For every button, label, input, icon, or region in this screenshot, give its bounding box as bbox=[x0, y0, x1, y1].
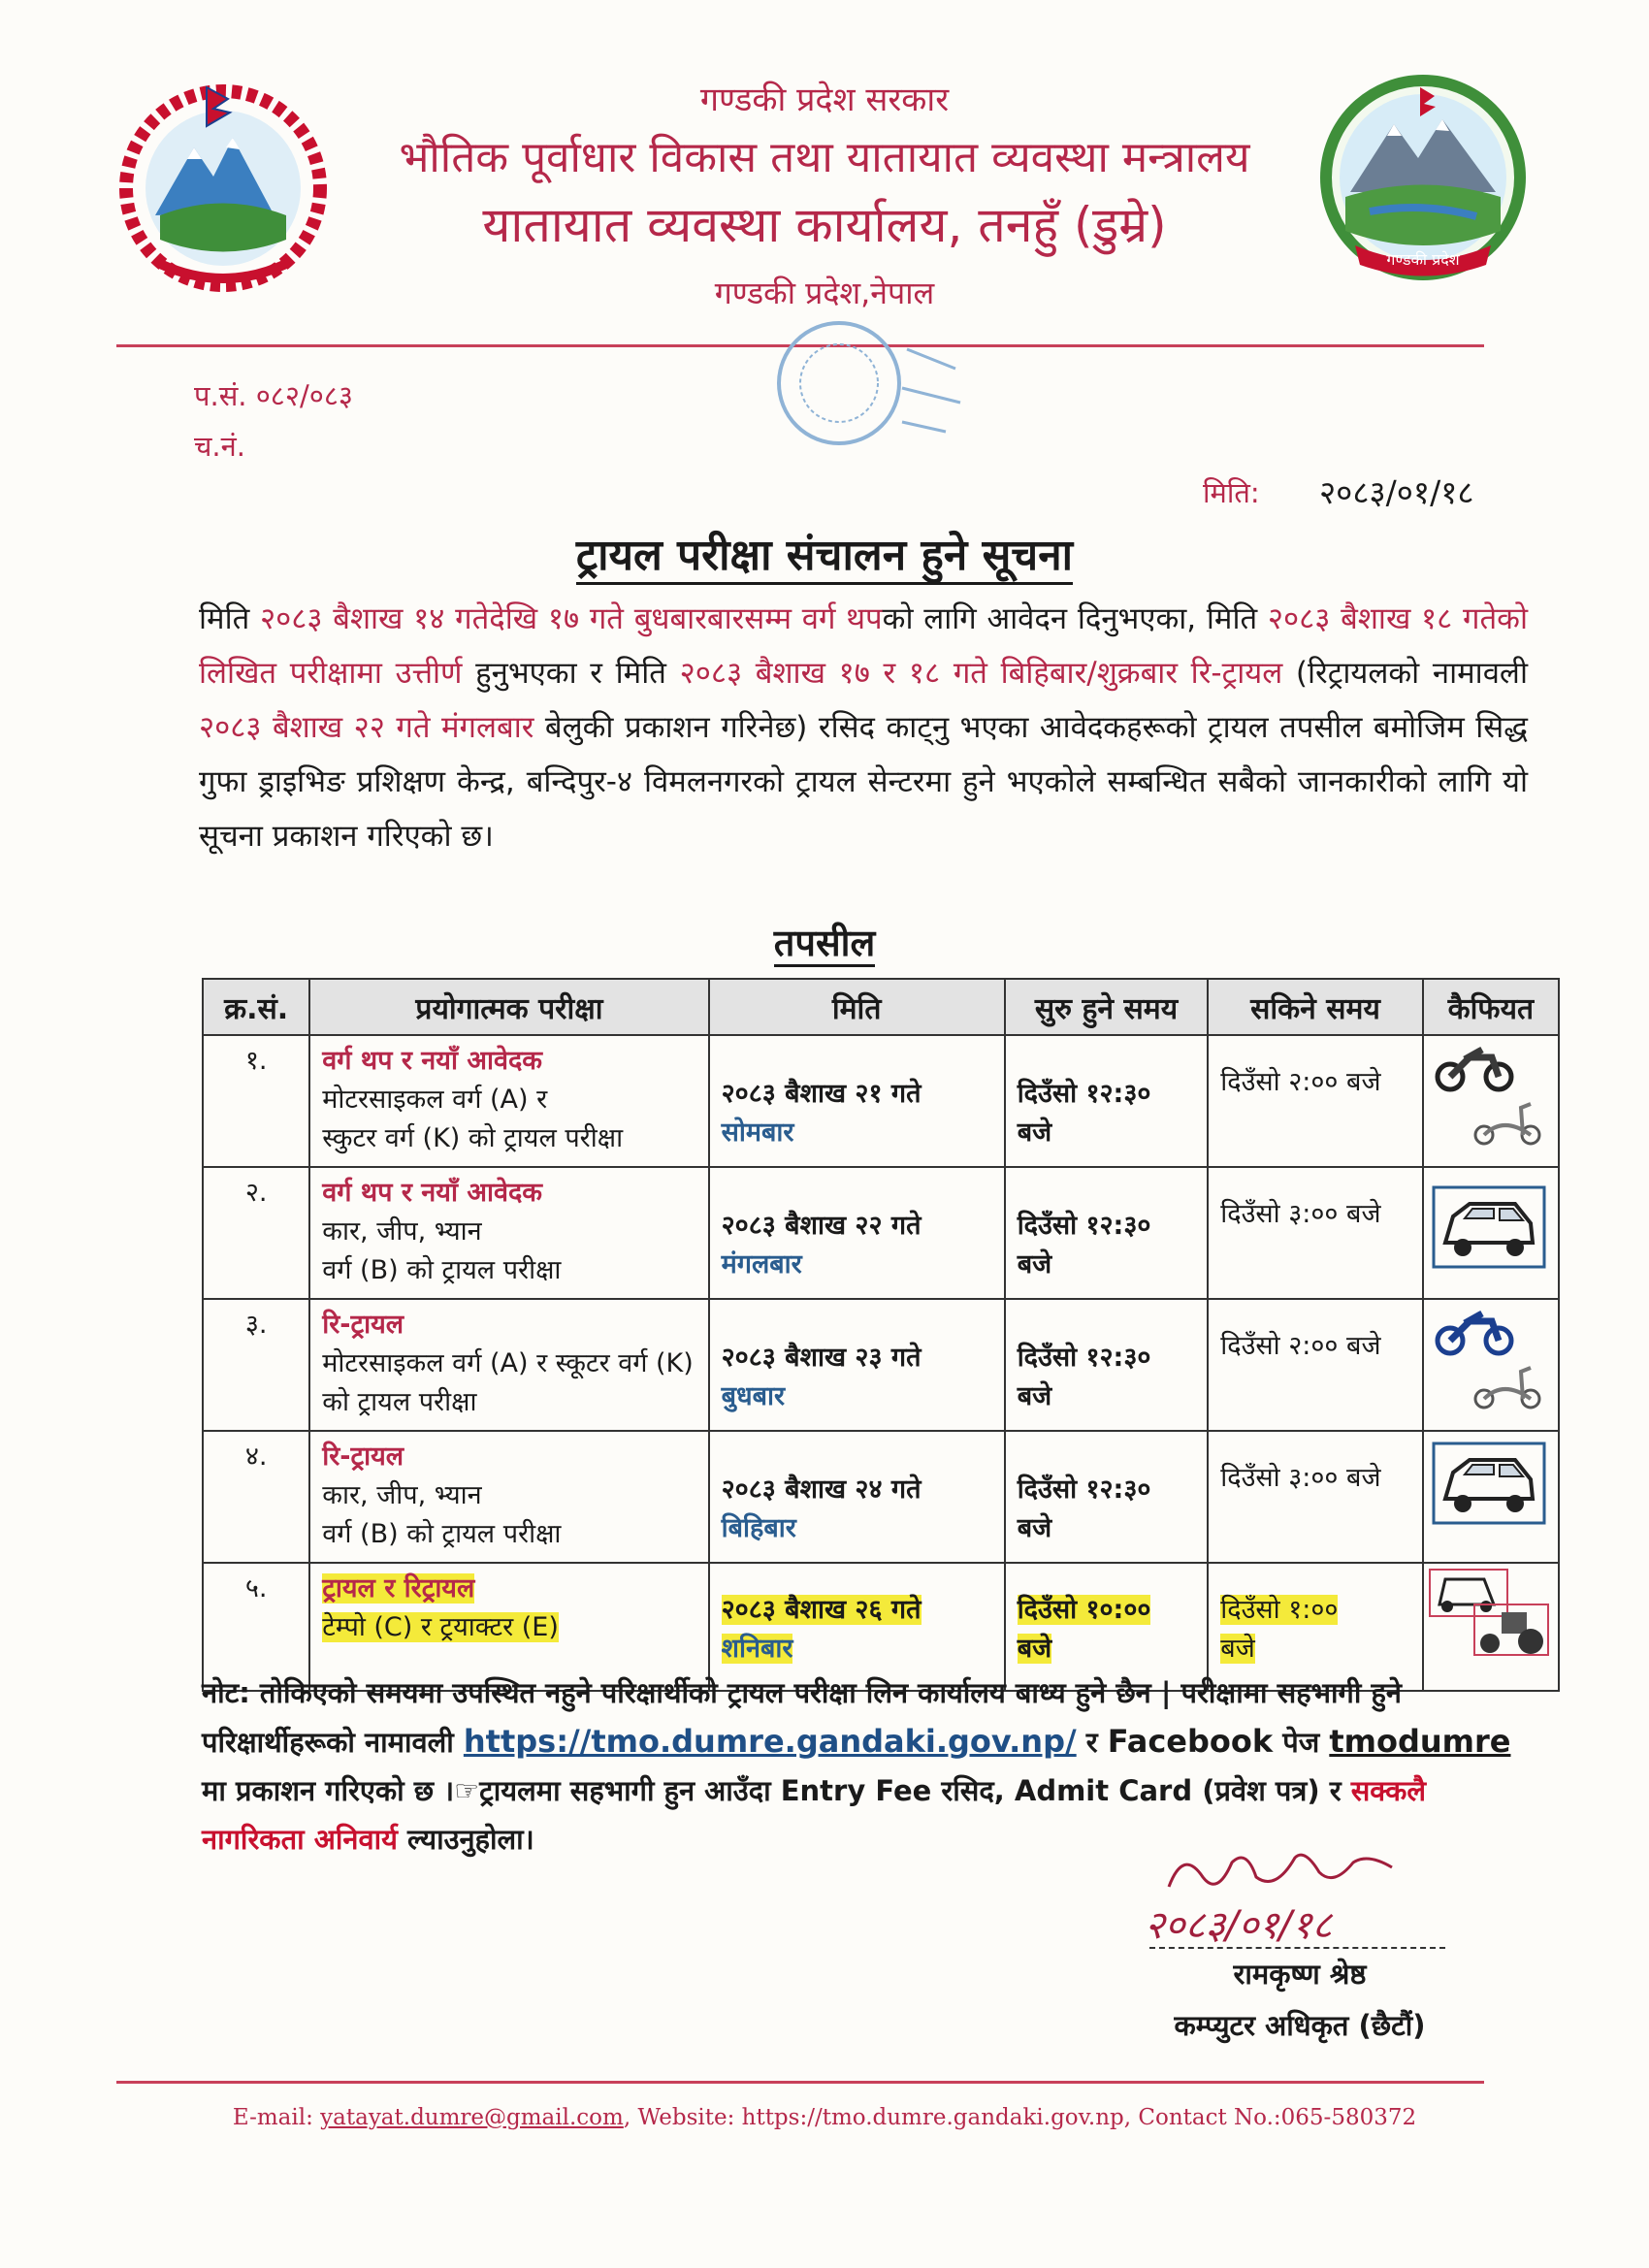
row-serial: ५. bbox=[203, 1563, 309, 1691]
facebook-page-link[interactable]: tmodumre bbox=[1329, 1723, 1511, 1760]
row-end: दिउँसो २:०० बजे bbox=[1208, 1035, 1422, 1167]
row-remark bbox=[1423, 1431, 1559, 1563]
motorcycle-scooter-icon bbox=[1426, 1038, 1552, 1152]
patra-sankhya: प.सं. ०८२/०८३ bbox=[194, 379, 353, 412]
signatory-position: कम्प्युटर अधिकृत (छैटौं) bbox=[1174, 2009, 1426, 2042]
car-icon bbox=[1426, 1170, 1552, 1284]
row-date: २०८३ बैशाख २६ गते शनिबार bbox=[709, 1563, 1005, 1691]
handwritten-date: २०८३/०१/१८ bbox=[1145, 1903, 1333, 1948]
tempo-tractor-icon bbox=[1426, 1566, 1552, 1659]
date-label: मिति: bbox=[1203, 476, 1260, 509]
table-header-row bbox=[203, 979, 1559, 1035]
note-section: नोट: तोकिएको समयमा उपस्थित नहुने परिक्षार्थीको ट्रायल परीक्षा लिन कार्यालय बाध्य हुने छैन | परीक्षामा सहभागी हुने परिक्षार्थीहरूको नामावली https://tmo.dumre.gandaki.gov.np/ र Facebook पेज tmodumre मा प्रकाशन गरिएको छ ।☞ट्रायलमा सहभागी हुन आउँदा Entry Fee रसिद, Admit Card (प्रवेश पत्र) र सक्कलै नागरिकता अनिवार्य ल्याउनुहोला। bbox=[202, 1676, 1511, 1856]
row-exam: वर्ग थप र नयाँ आवेदक मोटरसाइकल वर्ग (A) र स्कुटर वर्ग (K) को ट्रायल परीक्षा bbox=[309, 1035, 708, 1167]
row-remark bbox=[1423, 1167, 1559, 1299]
row-end: दिउँसो ३:०० बजे bbox=[1208, 1431, 1422, 1563]
row-start: दिउँसो १२:३० बजे bbox=[1005, 1167, 1209, 1299]
date-value: २०८३/०१/१८ bbox=[1319, 473, 1474, 511]
office-stamp bbox=[747, 310, 980, 466]
email-link[interactable]: yatayat.dumre@gmail.com bbox=[320, 2105, 624, 2130]
row-start: दिउँसो १२:३० बजे bbox=[1005, 1299, 1209, 1431]
col-end-time: सकिने समय bbox=[1208, 979, 1422, 1035]
row-start: दिउँसो १०:०० बजे bbox=[1005, 1563, 1209, 1691]
signature-line bbox=[1149, 1947, 1445, 1949]
col-remarks: कैफियत bbox=[1423, 979, 1559, 1035]
col-date: मिति bbox=[709, 979, 1005, 1035]
notice-paragraph: मिति २०८३ बैशाख १४ गतेदेखि १७ गते बुधबारबारसम्म वर्ग थपको लागि आवेदन दिनुभएका, मिति २०८३ बैशाख १८ गतेको लिखित परीक्षामा उत्तीर्ण हुनुभएका र मिति २०८३ बैशाख १७ र १८ गते बिहिबार/शुक्रबार रि-ट्रायल (रिट्रायलको नामावली २०८३ बैशाख २२ गते मंगलबार बेलुकी प्रकाशन गरिनेछ) रसिद काट्नु भएका आवेदकहरूको ट्रायल तपसील बमोजिम सिद्ध गुफा ड्राइभिङ प्रशिक्षण केन्द्र, बन्दिपुर-४ विमलनगरको ट्रायल सेन्टरमा हुने भएकोले सम्बन्धित सबैको जानकारीको लागि यो सूचना प्रकाशन गरिएको छ। bbox=[199, 601, 1528, 854]
signatory-name: रामकृष्ण श्रेष्ठ bbox=[1233, 1958, 1367, 1991]
row-serial: २. bbox=[203, 1167, 309, 1299]
table-row bbox=[203, 1299, 1559, 1431]
header-ministry: भौतिक पूर्वाधार विकास तथा यातायात व्यवस्था मन्त्रालय bbox=[399, 133, 1250, 182]
row-serial: ४. bbox=[203, 1431, 309, 1563]
col-exam: प्रयोगात्मक परीक्षा bbox=[309, 979, 708, 1035]
header-province: गण्डकी प्रदेश,नेपाल bbox=[714, 275, 935, 311]
emblem-text: गण्डकी प्रदेश bbox=[1386, 250, 1460, 269]
row-serial: १. bbox=[203, 1035, 309, 1167]
row-date: २०८३ बैशाख २४ गते बिहिबार bbox=[709, 1431, 1005, 1563]
signature-mark bbox=[1159, 1843, 1411, 1901]
table-row bbox=[203, 1167, 1559, 1299]
col-start-time: सुरु हुने समय bbox=[1005, 979, 1209, 1035]
col-serial: क्र.सं. bbox=[203, 979, 309, 1035]
schedule-table bbox=[202, 978, 1560, 1692]
row-end: दिउँसो १:०० बजे bbox=[1208, 1563, 1422, 1691]
row-exam: ट्रायल र रिट्रायल टेम्पो (C) र ट्रयाक्टर (E) bbox=[309, 1563, 708, 1691]
motorcycle-scooter-icon bbox=[1426, 1302, 1552, 1416]
row-exam: रि-ट्रायल कार, जीप, भ्यान वर्ग (B) को ट्रायल परीक्षा bbox=[309, 1431, 708, 1563]
row-remark bbox=[1423, 1035, 1559, 1167]
row-date: २०८३ बैशाख २३ गते बुधबार bbox=[709, 1299, 1005, 1431]
chalani-number: च.नं. bbox=[194, 430, 245, 463]
footer-divider bbox=[116, 2081, 1484, 2084]
row-serial: ३. bbox=[203, 1299, 309, 1431]
row-end: दिउँसो २:०० बजे bbox=[1208, 1299, 1422, 1431]
footer-contact: E-mail: yatayat.dumre@gmail.com, Website: https://tmo.dumre.gandaki.gov.np, Contact No.:065-580372 bbox=[232, 2105, 1417, 2130]
notice-title: ट्रायल परीक्षा संचालन हुने सूचना bbox=[0, 524, 1649, 582]
table-row bbox=[203, 1431, 1559, 1563]
schedule-heading: तपसील bbox=[0, 917, 1649, 967]
header-office: यातायात व्यवस्था कार्यालय, तनहुँ (डुम्रे) bbox=[482, 197, 1167, 253]
row-date: २०८३ बैशाख २१ गते सोमबार bbox=[709, 1035, 1005, 1167]
table-row bbox=[203, 1035, 1559, 1167]
row-exam: रि-ट्रायल मोटरसाइकल वर्ग (A) र स्कूटर वर्ग (K) को ट्रायल परीक्षा bbox=[309, 1299, 708, 1431]
header-government: गण्डकी प्रदेश सरकार bbox=[699, 81, 950, 119]
row-end: दिउँसो ३:०० बजे bbox=[1208, 1167, 1422, 1299]
row-remark bbox=[1423, 1299, 1559, 1431]
row-start: दिउँसो १२:३० बजे bbox=[1005, 1035, 1209, 1167]
row-exam: वर्ग थप र नयाँ आवेदक कार, जीप, भ्यान वर्ग (B) को ट्रायल परीक्षा bbox=[309, 1167, 708, 1299]
website-link[interactable]: https://tmo.dumre.gandaki.gov.np/ bbox=[463, 1723, 1077, 1760]
car-icon bbox=[1426, 1434, 1552, 1548]
row-date: २०८३ बैशाख २२ गते मंगलबार bbox=[709, 1167, 1005, 1299]
row-start: दिउँसो १२:३० बजे bbox=[1005, 1431, 1209, 1563]
